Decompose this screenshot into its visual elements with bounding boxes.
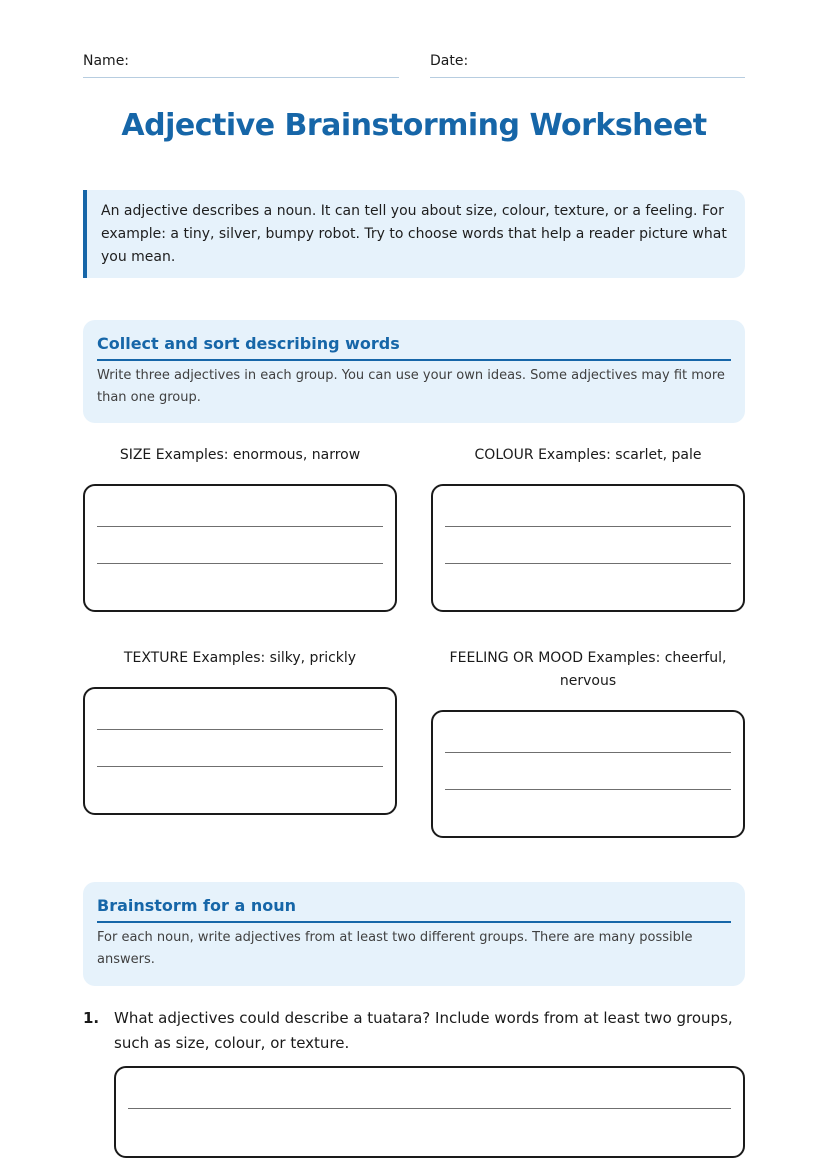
- page-title: Adjective Brainstorming Worksheet: [121, 108, 707, 143]
- answer-box-texture[interactable]: [83, 687, 397, 815]
- section-collect-sort: [83, 320, 745, 423]
- writing-line: [445, 526, 731, 527]
- name-label: Name:: [83, 53, 130, 69]
- group-label-size: SIZE Examples: enormous, narrow: [119, 447, 361, 463]
- writing-line: [445, 752, 731, 753]
- answer-box-size[interactable]: [83, 484, 397, 612]
- question-number: 1.: [83, 1009, 100, 1027]
- group-label-feeling-mood: FEELING OR MOOD Examples: cheerful, nervous: [449, 650, 727, 689]
- section-heading: Collect and sort describing words: [97, 334, 731, 361]
- section-heading: Brainstorm for a noun: [97, 896, 731, 923]
- section-instructions: Write three adjectives in each group. You can use your own ideas. Some adjectives may fit more than one group.: [97, 368, 725, 405]
- date-label: Date:: [430, 53, 469, 69]
- question-text: What adjectives could describe a tuatara? Include words from at least two groups, such as size, colour, or texture.: [114, 1009, 733, 1052]
- group-label-colour: COLOUR Examples: scarlet, pale: [474, 447, 702, 463]
- section-instructions: For each noun, write adjectives from at least two different groups. There are many possible answers.: [97, 930, 693, 967]
- writing-line: [445, 789, 731, 790]
- section-brainstorm-noun: [83, 882, 745, 986]
- writing-line: [97, 563, 383, 564]
- answer-box-question-1[interactable]: [114, 1066, 745, 1158]
- writing-line: [128, 1108, 731, 1109]
- answer-box-feeling-mood[interactable]: [431, 710, 745, 838]
- writing-line: [97, 526, 383, 527]
- date-field[interactable]: [430, 52, 745, 78]
- writing-line: [97, 766, 383, 767]
- writing-line: [97, 729, 383, 730]
- writing-line: [445, 563, 731, 564]
- intro-callout: An adjective describes a noun. It can tell you about size, colour, texture, or a feeling. For example: a tiny, silver, bumpy robot. Try to choose words that help a reader picture what you mean.: [83, 190, 745, 278]
- answer-box-colour[interactable]: [431, 484, 745, 612]
- name-field[interactable]: [83, 52, 399, 78]
- group-label-texture: TEXTURE Examples: silky, prickly: [123, 650, 357, 666]
- header-fields: [83, 52, 745, 78]
